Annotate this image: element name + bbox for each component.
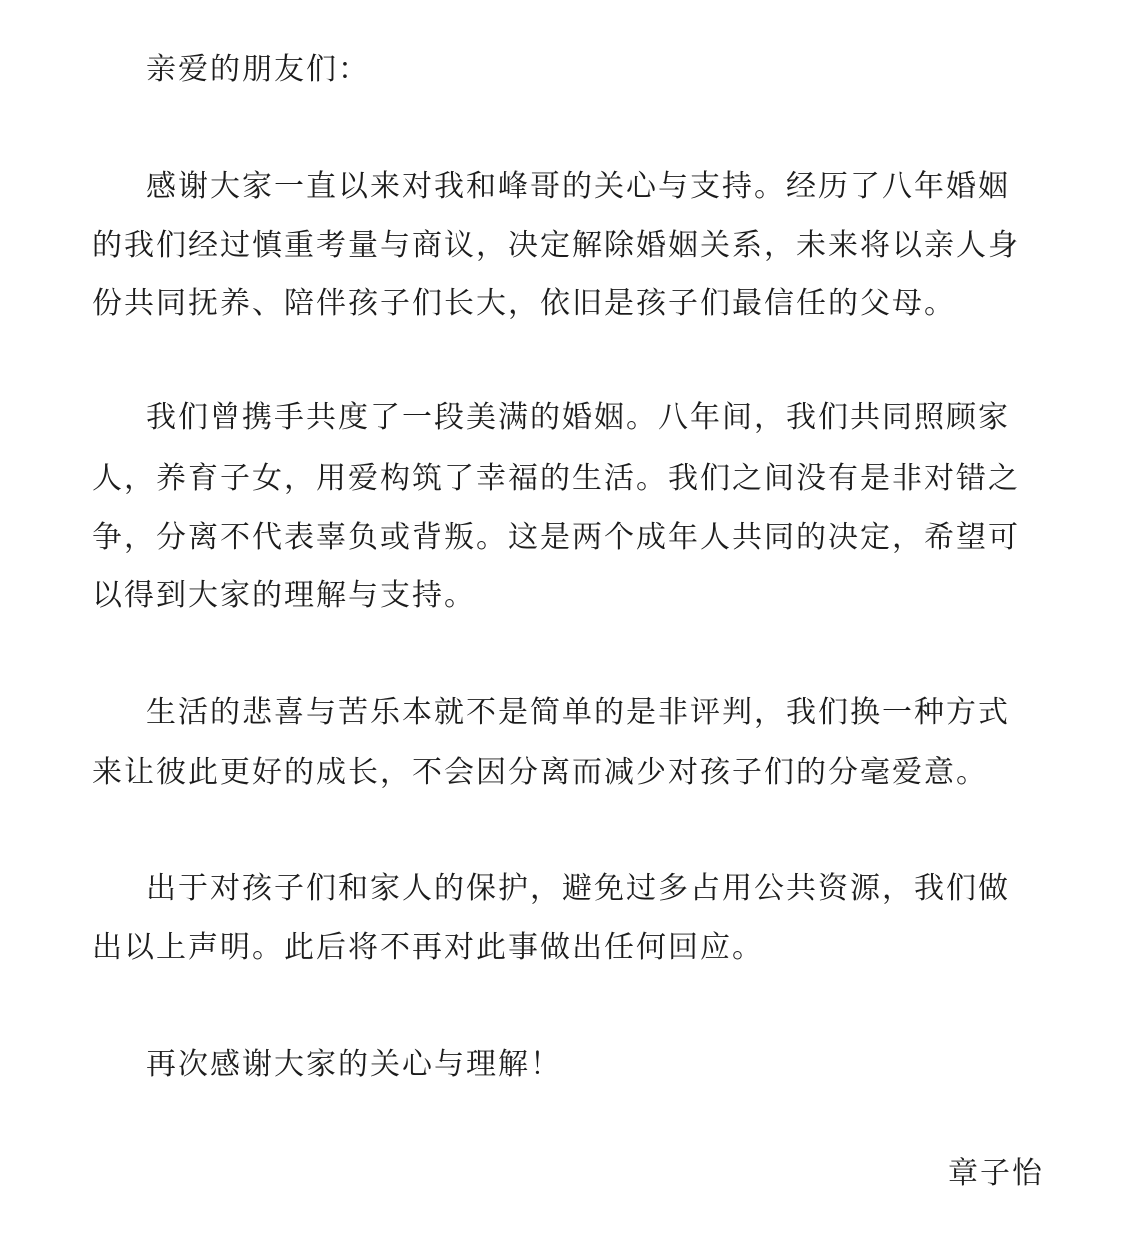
paragraph-3-line-1: 生活的悲喜与苦乐本就不是简单的是非评判，我们换一种方式	[146, 695, 1010, 730]
paragraph-2-line-4: 以得到大家的理解与支持。	[92, 578, 476, 613]
salutation: 亲爱的朋友们：	[146, 52, 370, 87]
paragraph-4-line-1: 出于对孩子们和家人的保护，避免过多占用公共资源，我们做	[146, 871, 1010, 906]
paragraph-1-line-2: 的我们经过慎重考量与商议，决定解除婚姻关系，未来将以亲人身	[92, 228, 1020, 263]
closing-line: 再次感谢大家的关心与理解！	[146, 1047, 562, 1082]
signature: 章子怡	[948, 1156, 1044, 1191]
paragraph-4-line-2: 出以上声明。此后将不再对此事做出任何回应。	[92, 930, 764, 965]
paragraph-1-line-3: 份共同抚养、陪伴孩子们长大，依旧是孩子们最信任的父母。	[92, 286, 956, 321]
paragraph-2-line-1: 我们曾携手共度了一段美满的婚姻。八年间，我们共同照顾家	[146, 400, 1010, 435]
paragraph-2-line-2: 人，养育子女，用爱构筑了幸福的生活。我们之间没有是非对错之	[92, 461, 1020, 496]
paragraph-2-line-3: 争，分离不代表辜负或背叛。这是两个成年人共同的决定，希望可	[92, 520, 1020, 555]
paragraph-3-line-2: 来让彼此更好的成长，不会因分离而减少对孩子们的分毫爱意。	[92, 755, 988, 790]
paragraph-1-line-1: 感谢大家一直以来对我和峰哥的关心与支持。经历了八年婚姻	[146, 169, 1010, 204]
